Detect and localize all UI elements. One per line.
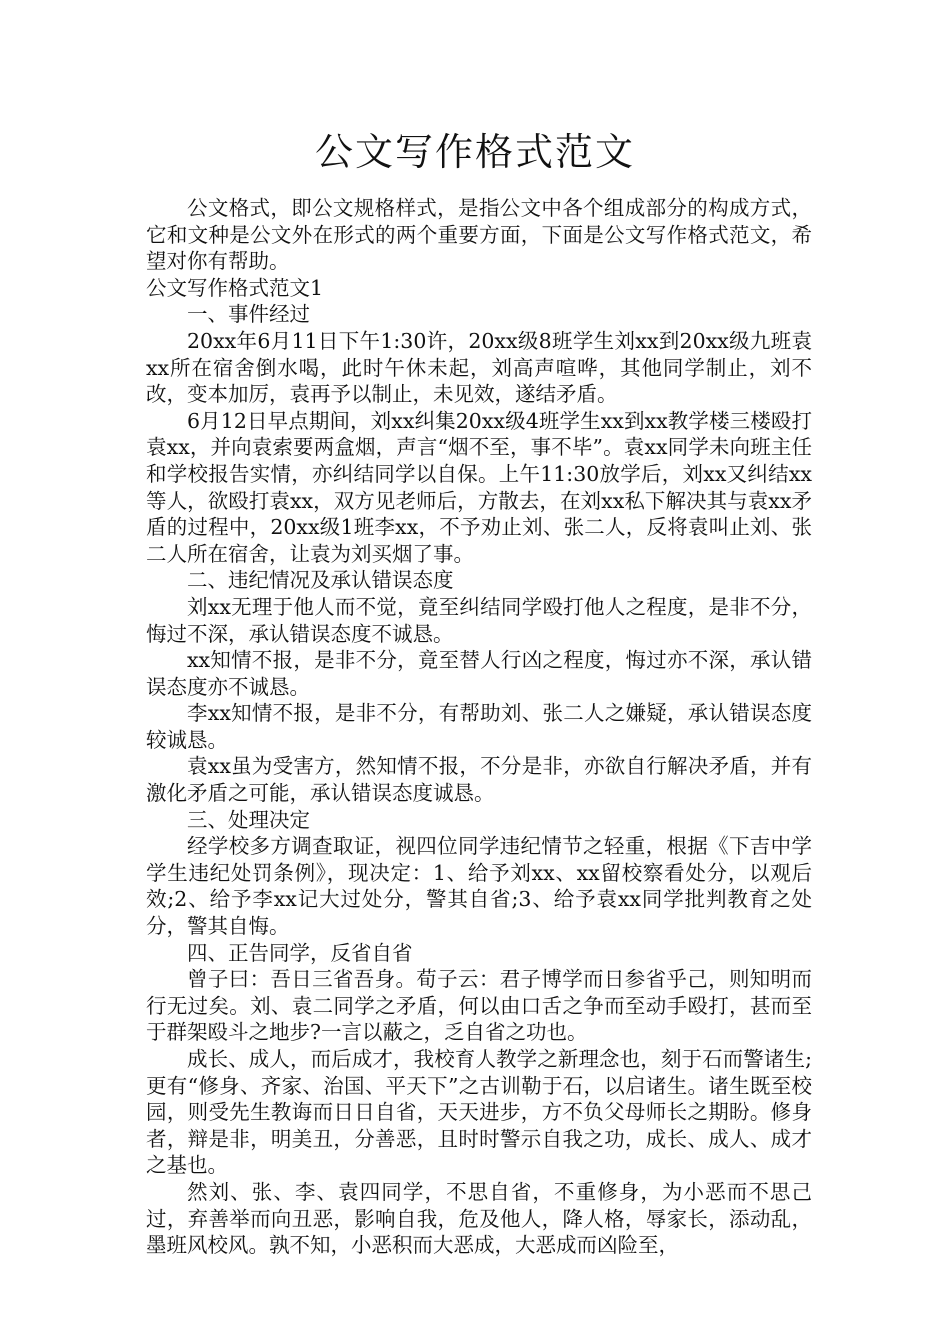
paragraph-violation-yuan: 袁xx虽为受害方，然知情不报，不分是非，亦欲自行解决矛盾，并有激化矛盾之可能，承认错误态度诚恳。 [146, 754, 812, 806]
paragraph-decision: 经学校多方调查取证，视四位同学违纪情节之轻重，根据《下吉中学学生违纪处罚条例》，现决定：1、给予刘xx、xx留校察看处分，以观后效;2、给予李xx记大过处分，警其自省;3、给予袁xx同学批判教育之处分，警其自悔。 [146, 834, 812, 939]
heading-decision: 三、处理决定 [187, 807, 310, 832]
paragraph-event-june-11: 20xx年6月11日下午1:30许，20xx级8班学生刘xx到20xx级九班袁xx所在宿舍倒水喝，此时午休未起，刘高声喧哗，其他同学制止，刘不改，变本加厉，袁再予以制止，未见效，遂结矛盾。 [146, 328, 812, 407]
paragraph-violation-liu: 刘xx无理于他人而不觉，竟至纠结同学殴打他人之程度，是非不分，悔过不深，承认错误态度不诚恳。 [146, 594, 812, 646]
paragraph-warning-growth: 成长、成人，而后成才，我校育人教学之新理念也，刻于石而警诸生;更有“修身、齐家、治国、平天下”之古训勒于石，以启诸生。诸生既至校园，则受先生教诲而日日自省，天天进步，方不负父母师长之期盼。修身者，辩是非，明美丑，分善恶，且时时警示自我之功，成长、成人、成才之基也。 [146, 1047, 812, 1178]
paragraph-warning-zengzi: 曾子曰：吾日三省吾身。荀子云：君子博学而日参省乎己，则知明而行无过矣。刘、袁二同学之矛盾，何以由口舌之争而至动手殴打，甚而至于群架殴斗之地步?一言以蔽之，乏自省之功也。 [146, 967, 812, 1045]
heading-warning: 四、正告同学，反省自省 [187, 940, 413, 965]
paragraph-intro: 公文格式，即公文规格样式，是指公文中各个组成部分的构成方式，它和文种是公文外在形式的两个重要方面，下面是公文写作格式范文，希望对你有帮助。 [146, 196, 812, 274]
heading-event-process: 一、事件经过 [187, 302, 310, 327]
heading-violation-status: 二、违纪情况及承认错误态度 [187, 568, 454, 593]
paragraph-event-june-12: 6月12日早点期间，刘xx纠集20xx级4班学生xx到xx教学楼三楼殴打袁xx，并向袁索要两盒烟，声言“烟不至，事不毕”。袁xx同学未向班主任和学校报告实情，亦纠结同学以自保。上午11:30放学后，刘xx又纠结xx等人，欲殴打袁xx，双方见老师后，方散去，在刘xx私下解决其与袁xx矛盾的过程中，20xx级1班李xx，不予劝止刘、张二人，反将袁叫止刘、张二人所在宿舍，让袁为刘买烟了事。 [146, 408, 812, 566]
section-heading-sample-1: 公文写作格式范文1 [146, 275, 324, 300]
document-body [146, 195, 812, 1259]
paragraph-violation-li: 李xx知情不报，是非不分，有帮助刘、张二人之嫌疑，承认错误态度较诚恳。 [146, 701, 812, 752]
paragraph-violation-xx: xx知情不报，是非不分，竟至替人行凶之程度，悔过亦不深，承认错误态度亦不诚恳。 [146, 648, 812, 699]
document-title: 公文写作格式范文 [314, 130, 635, 174]
paragraph-warning-four-students: 然刘、张、李、袁四同学，不思自省，不重修身，为小恶而不思己过，弃善举而向丑恶，影响自我，危及他人，降人格，辱家长，添动乱，墨班风校风。孰不知，小恶积而大恶成，大恶成而凶险至， [146, 1179, 812, 1258]
